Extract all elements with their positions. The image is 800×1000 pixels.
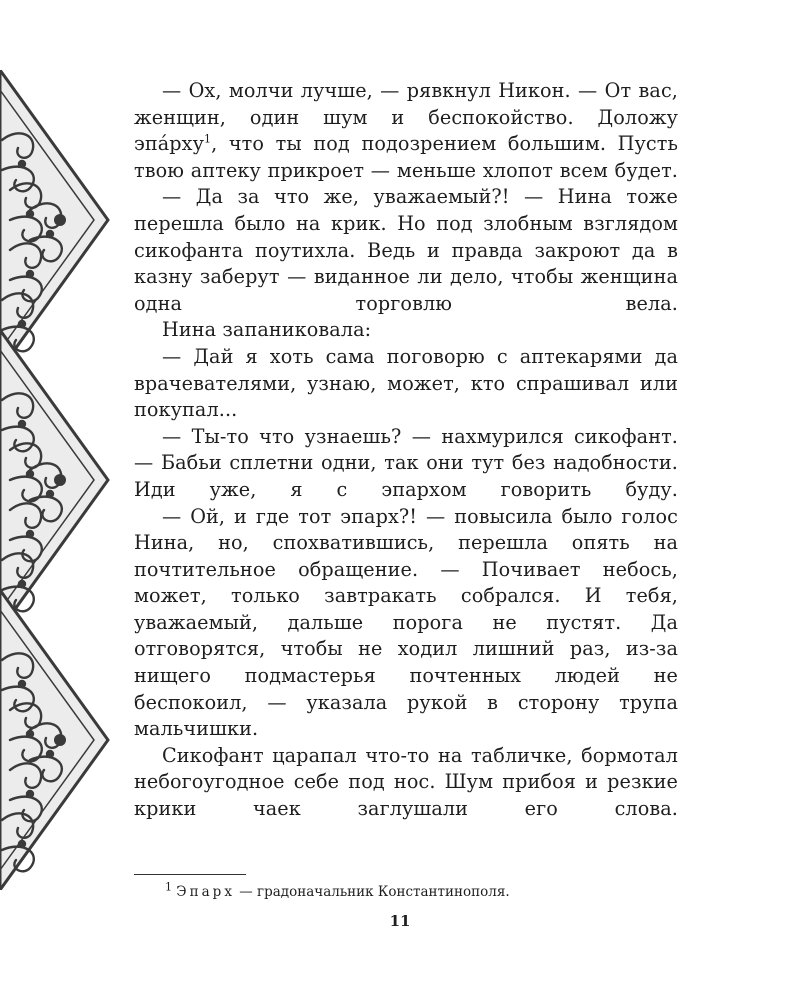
paragraph-7 xyxy=(134,743,678,823)
paragraph-6-text: — Ой, и где тот эпарх?! — повысила было голос Нина, но, спохватившись, перешла опять на почтительное обращение. — Почивает небось, может, только завтракать собрался. И тебя, уважаемый, дальше порога не пустят. Да отговорятся, чтобы не ходил лишний раз, из-за нищего подмастерья почтенных людей не беспокоил, — указала рукой в сторону трупа мальчишки. xyxy=(134,504,678,741)
paragraph-7-text: Сикофант царапал что-то на табличке, бормотал небогоугодное себе под нос. Шум прибоя и резкие крики чаек заглушали его слова. xyxy=(134,743,678,821)
paragraph-5 xyxy=(134,424,678,504)
paragraph-3-text: Нина запаниковала: xyxy=(162,318,372,342)
ornament-medallion-top xyxy=(0,70,108,370)
footnote-marker: 1 xyxy=(165,880,172,894)
paragraph-5-text: — Ты-то что узнаешь? — нахмурился сикофант. — Бабьи сплетни одни, так они тут без надобности. Иди уже, я с эпархом говорить буду. xyxy=(134,424,678,501)
paragraph-6 xyxy=(134,504,678,743)
paragraph-4 xyxy=(134,344,678,424)
footnote-term: Эпарх xyxy=(176,884,235,900)
paragraph-1 xyxy=(134,78,678,184)
page-number: 11 xyxy=(389,912,411,930)
footnote-text: — градоначальник Константинополя. xyxy=(234,884,510,900)
damask-border-ornament xyxy=(0,70,118,890)
body-text xyxy=(134,78,678,823)
footnote-reference: 1 xyxy=(203,132,212,146)
paragraph-2 xyxy=(134,184,678,317)
footnote-divider xyxy=(134,874,246,875)
paragraph-3 xyxy=(134,317,678,344)
ornament-medallion-middle xyxy=(0,330,108,630)
footnote xyxy=(165,880,510,901)
paragraph-2-text: — Да за что же, уважаемый?! — Нина тоже перешла было на крик. Но под злобным взглядом сикофанта поутихла. Ведь и правда закроют да в казну заберут — виданное ли дело, чтобы женщина одна торговлю вела. xyxy=(134,185,678,315)
paragraph-1-text-start: — Ох, молчи лучше, — рявкнул Никон. — От вас, женщин, один шум и беспокойство. Доложу эпáрху xyxy=(134,79,678,156)
ornament-medallion-bottom xyxy=(0,590,108,890)
paragraph-4-text: — Дай я хоть сама поговорю с аптекарями да врачевателями, узнаю, может, кто спрашивал или покупал... xyxy=(134,344,678,422)
paragraph-1-text-end: , что ты под подозрением большим. Пусть твою аптеку прикроет — меньше хлопот всем будет. xyxy=(134,132,678,182)
